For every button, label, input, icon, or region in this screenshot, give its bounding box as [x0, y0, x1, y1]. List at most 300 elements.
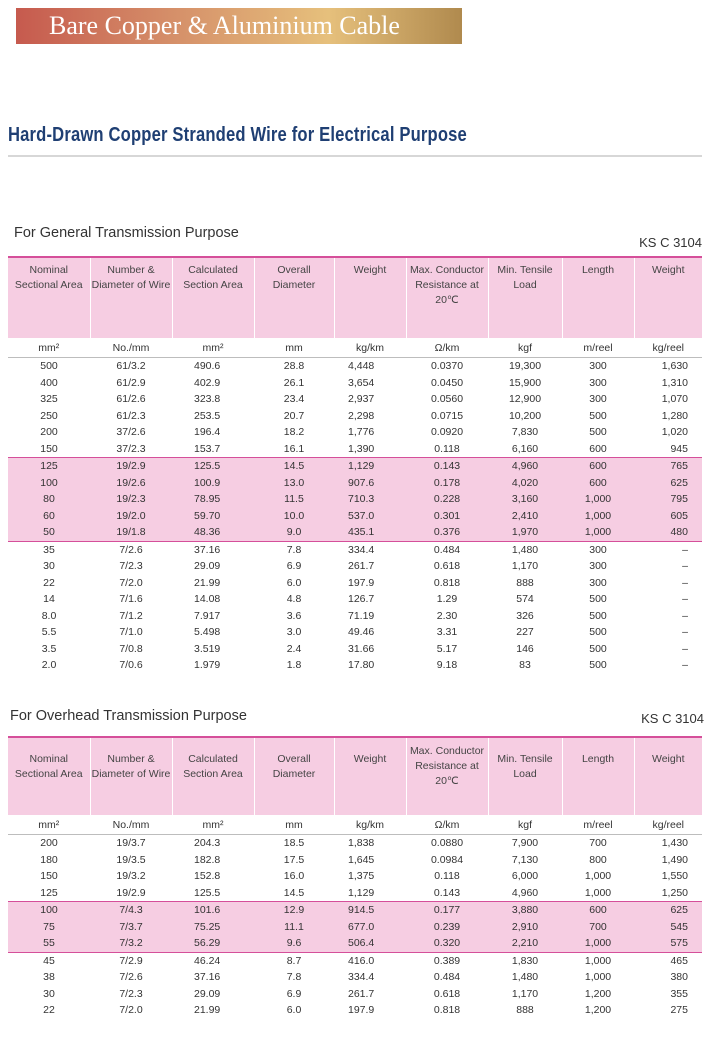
table-cell: 60	[8, 508, 90, 525]
table-cell: 480	[634, 524, 702, 541]
header-number-wire: Number & Diameter of Wire	[90, 257, 172, 338]
table-cell: 600	[562, 458, 634, 475]
table-cell: 3,160	[488, 491, 562, 508]
table-cell: 3,880	[488, 902, 562, 919]
table-cell: 83	[519, 659, 531, 671]
header-resistance: Max. Conductor Resistance at 20℃	[406, 737, 488, 815]
table-cell: 0.389	[433, 954, 461, 967]
unit-cell: mm²	[8, 815, 90, 835]
table-cell: 0.818	[433, 576, 461, 589]
overhead-standard: KS C 3104	[641, 711, 704, 726]
table-cell: 500	[589, 659, 607, 671]
table-cell: 204.3	[194, 837, 221, 849]
table-cell: 11.1	[254, 919, 334, 936]
table-cell: 6,000	[511, 870, 539, 882]
table-cell: 1,375	[348, 870, 375, 882]
table-cell: 14.5	[283, 886, 305, 899]
table-cell: 1,310	[661, 376, 688, 389]
header-sectional-area: Nominal Sectional Area	[8, 257, 90, 338]
table-cell: 1,430	[661, 837, 688, 849]
table-cell: 1,000	[584, 971, 612, 983]
table-cell: –	[682, 609, 688, 622]
table-cell: 1,000	[584, 886, 612, 899]
unit-cell: Ω/km	[406, 338, 488, 358]
table-cell: 1,838	[348, 837, 375, 849]
table-cell: 4,960	[488, 458, 562, 475]
unit-cell: kg/km	[334, 338, 406, 358]
table-cell: 7/2.9	[119, 954, 143, 967]
table-cell: 0.320	[406, 935, 488, 952]
table-cell: 75	[8, 919, 90, 936]
table-cell: 7/2.6	[119, 971, 143, 983]
general-table-body	[8, 358, 702, 674]
table-cell: 9.6	[254, 935, 334, 952]
table-cell: 2.30	[436, 609, 458, 622]
table-cell: 11.5	[254, 491, 334, 508]
table-row	[8, 986, 702, 1003]
table-cell: –	[682, 626, 688, 638]
table-cell: 700	[562, 919, 634, 936]
table-cell: 1,170	[511, 560, 539, 572]
table-cell: 0.484	[433, 971, 461, 983]
table-cell: 0.143	[433, 886, 461, 899]
table-row	[8, 558, 702, 575]
table-cell: 1,200	[584, 1004, 612, 1016]
table-cell: 3.0	[286, 626, 302, 638]
table-cell: 261.7	[348, 987, 375, 1000]
table-cell: 625	[634, 902, 702, 919]
table-cell: –	[682, 642, 688, 655]
table-cell: 7,830	[511, 426, 539, 438]
table-cell: 250	[40, 409, 58, 422]
table-cell: 150	[40, 442, 58, 455]
table-cell: 7/2.0	[119, 576, 143, 589]
table-cell: 253.5	[194, 409, 221, 422]
table-cell: 7/3.2	[90, 935, 172, 952]
table-cell: –	[682, 659, 688, 671]
table-cell: 1,480	[511, 543, 539, 556]
table-cell: 6.9	[286, 987, 302, 1000]
table-row	[8, 952, 702, 969]
table-cell: 12,900	[508, 393, 542, 405]
table-cell: 2.4	[286, 642, 302, 655]
table-cell: 500	[589, 426, 607, 438]
table-cell: 80	[8, 491, 90, 508]
general-standard: KS C 3104	[639, 235, 702, 250]
header-length: Length	[562, 257, 634, 338]
table-cell: 4,448	[348, 360, 375, 372]
table-cell: 1,000	[562, 524, 634, 541]
table-cell: 2,410	[488, 508, 562, 525]
header-length: Length	[562, 737, 634, 815]
table-cell: 37/2.3	[116, 442, 146, 455]
table-cell: 9.18	[436, 659, 458, 671]
table-cell: 1,250	[661, 886, 688, 899]
unit-cell: kg/reel	[634, 815, 702, 835]
table-cell: 1.29	[436, 593, 458, 605]
table-row	[8, 1002, 702, 1019]
table-cell: –	[682, 560, 688, 572]
table-cell: 28.8	[283, 360, 305, 372]
table-cell: 19/2.9	[90, 458, 172, 475]
table-cell: 1,390	[348, 442, 375, 455]
header-calc-area: Calculated Section Area	[172, 737, 254, 815]
table-cell: 888	[516, 576, 534, 589]
table-cell: 3,654	[348, 376, 375, 389]
table-cell: 677.0	[334, 919, 406, 936]
header-number-wire: Number & Diameter of Wire	[90, 737, 172, 815]
table-cell: 61/3.2	[116, 360, 146, 372]
table-cell: 1,630	[661, 360, 688, 372]
table-cell: 1,129	[334, 458, 406, 475]
table-row	[8, 358, 702, 375]
table-cell: 2,910	[488, 919, 562, 936]
table-row	[8, 508, 702, 525]
table-cell: 1,970	[488, 524, 562, 541]
table-cell: 0.228	[406, 491, 488, 508]
table-cell: 12.9	[254, 902, 334, 919]
table-cell: 6.0	[286, 1004, 302, 1016]
unit-cell: No./mm	[90, 815, 172, 835]
table-cell: 30	[43, 987, 55, 1000]
table-cell: 300	[589, 393, 607, 405]
table-cell: 7,130	[511, 853, 539, 866]
table-cell: 1,200	[584, 987, 612, 1000]
table-row	[8, 575, 702, 592]
table-cell: 261.7	[348, 560, 375, 572]
table-cell: 61/2.6	[116, 393, 146, 405]
table-cell: 19/1.8	[90, 524, 172, 541]
table-cell: 500	[40, 360, 58, 372]
table-cell: 56.29	[172, 935, 254, 952]
table-cell: 38	[43, 971, 55, 983]
table-cell: 355	[670, 987, 688, 1000]
table-cell: 0.0560	[430, 393, 464, 405]
table-cell: 907.6	[334, 475, 406, 492]
table-cell: 49.46	[348, 626, 375, 638]
table-cell: 1,645	[348, 853, 375, 866]
table-cell: 7.917	[194, 609, 221, 622]
table-cell: 7/2.6	[119, 543, 143, 556]
table-cell: 4,020	[488, 475, 562, 492]
unit-cell: Ω/km	[406, 815, 488, 835]
table-cell: 416.0	[348, 954, 375, 967]
table-cell: 8.0	[41, 609, 57, 622]
table-cell: 29.09	[194, 987, 221, 1000]
header-overall-diameter: Overall Diameter	[254, 257, 334, 338]
table-cell: 59.70	[172, 508, 254, 525]
table-cell: 300	[589, 576, 607, 589]
table-cell: 605	[634, 508, 702, 525]
overhead-table-body	[8, 835, 702, 1019]
table-cell: 152.8	[194, 870, 221, 882]
header-sectional-area: Nominal Sectional Area	[8, 737, 90, 815]
table-row	[8, 475, 702, 492]
table-cell: 7/2.0	[119, 1004, 143, 1016]
table-cell: 1,000	[584, 870, 612, 882]
table-cell: 5.17	[436, 642, 458, 655]
table-cell: 7/3.7	[90, 919, 172, 936]
table-row	[8, 375, 702, 392]
table-cell: 50	[8, 524, 90, 541]
table-cell: 78.95	[172, 491, 254, 508]
overhead-section-title: For Overhead Transmission Purpose	[10, 708, 247, 724]
table-cell: 31.66	[348, 642, 375, 655]
table-cell: 1,000	[562, 491, 634, 508]
table-cell: 75.25	[172, 919, 254, 936]
table-cell: 10,200	[508, 409, 542, 422]
table-cell: 1,129	[348, 886, 375, 899]
table-cell: 19/3.5	[116, 853, 146, 866]
table-cell: 0.484	[433, 543, 461, 556]
table-cell: 7.8	[286, 971, 302, 983]
table-cell: 125.5	[194, 886, 221, 899]
table-cell: 71.19	[348, 609, 375, 622]
table-cell: 1,170	[511, 987, 539, 1000]
table-cell: 545	[634, 919, 702, 936]
table-row	[8, 524, 702, 541]
table-cell: 1,550	[661, 870, 688, 882]
unit-cell: kgf	[488, 815, 562, 835]
title-divider	[8, 155, 702, 157]
table-row	[8, 868, 702, 885]
table-cell: 2.0	[41, 659, 57, 671]
table-cell: 15,900	[508, 376, 542, 389]
table-cell: 197.9	[348, 1004, 375, 1016]
table-cell: 17.80	[348, 659, 375, 671]
table-cell: 37.16	[194, 543, 221, 556]
table-cell: 17.5	[283, 853, 305, 866]
table-cell: 700	[589, 837, 607, 849]
table-cell: 625	[634, 475, 702, 492]
table-cell: 465	[670, 954, 688, 967]
table-row	[8, 641, 702, 658]
table-cell: 150	[40, 870, 58, 882]
table-cell: 61/2.3	[116, 409, 146, 422]
table-cell: 1,000	[584, 954, 612, 967]
table-cell: 1.8	[286, 659, 302, 671]
table-cell: 61/2.9	[116, 376, 146, 389]
table-cell: 7.8	[286, 543, 302, 556]
table-cell: 6.0	[286, 576, 302, 589]
table-cell: 300	[589, 376, 607, 389]
table-cell: 0.178	[406, 475, 488, 492]
table-cell: 800	[589, 853, 607, 866]
table-cell: 13.0	[254, 475, 334, 492]
table-cell: 3.5	[41, 642, 57, 655]
table-cell: 7/0.6	[119, 659, 143, 671]
table-row	[8, 491, 702, 508]
header-reel-weight: Weight	[634, 257, 702, 338]
table-cell: 7/0.8	[119, 642, 143, 655]
table-cell: 125.5	[172, 458, 254, 475]
table-row	[8, 969, 702, 986]
table-row	[8, 608, 702, 625]
table-cell: 0.301	[406, 508, 488, 525]
table-cell: 1,776	[348, 426, 375, 438]
table-cell: 0.0984	[430, 853, 464, 866]
table-row	[8, 441, 702, 458]
table-cell: 400	[40, 376, 58, 389]
unit-cell: mm²	[172, 815, 254, 835]
table-cell: 30	[43, 560, 55, 572]
table-cell: –	[682, 576, 688, 589]
table-cell: 7/1.6	[119, 593, 143, 605]
table-cell: 1,020	[661, 426, 688, 438]
table-cell: 490.6	[194, 360, 221, 372]
table-cell: 402.9	[194, 376, 221, 389]
table-cell: 500	[589, 409, 607, 422]
table-row	[8, 852, 702, 869]
table-cell: 37.16	[194, 971, 221, 983]
table-row	[8, 458, 702, 475]
table-cell: 20.7	[283, 409, 305, 422]
header-reel-weight: Weight	[634, 737, 702, 815]
table-cell: 380	[670, 971, 688, 983]
table-cell: 100	[8, 902, 90, 919]
table-cell: 21.99	[194, 1004, 221, 1016]
table-cell: 326	[516, 609, 534, 622]
table-cell: 300	[589, 360, 607, 372]
table-cell: 125	[40, 886, 58, 899]
table-cell: 7/2.3	[119, 560, 143, 572]
table-cell: 0.618	[433, 560, 461, 572]
table-cell: 600	[589, 442, 607, 455]
table-cell: 0.118	[434, 442, 460, 455]
unit-cell: No./mm	[90, 338, 172, 358]
table-cell: 500	[589, 642, 607, 655]
table-cell: 153.7	[194, 442, 221, 455]
table-cell: 3.519	[194, 642, 221, 655]
table-cell: 10.0	[254, 508, 334, 525]
table-cell: 48.36	[172, 524, 254, 541]
table-cell: 21.99	[194, 576, 221, 589]
table-cell: 19/2.3	[90, 491, 172, 508]
table-row	[8, 657, 702, 674]
table-cell: 0.818	[433, 1004, 461, 1016]
table-cell: 22	[43, 1004, 55, 1016]
header-calc-area: Calculated Section Area	[172, 257, 254, 338]
table-cell: 180	[40, 853, 58, 866]
table-cell: 275	[670, 1004, 688, 1016]
table-cell: 7/1.2	[119, 609, 143, 622]
table-cell: 6.9	[286, 560, 302, 572]
table-cell: 101.6	[172, 902, 254, 919]
table-cell: 16.1	[283, 442, 305, 455]
table-cell: 19/2.6	[90, 475, 172, 492]
header-weight: Weight	[334, 737, 406, 815]
table-cell: 600	[562, 475, 634, 492]
table-cell: 0.177	[406, 902, 488, 919]
table-cell: 182.8	[194, 853, 221, 866]
table-cell: 0.143	[406, 458, 488, 475]
table-cell: 197.9	[348, 576, 375, 589]
unit-cell: kgf	[488, 338, 562, 358]
table-cell: 200	[40, 426, 58, 438]
table-cell: 1,070	[661, 393, 688, 405]
header-overall-diameter: Overall Diameter	[254, 737, 334, 815]
header-tensile: Min. Tensile Load	[488, 257, 562, 338]
table-cell: 300	[589, 560, 607, 572]
header-weight: Weight	[334, 257, 406, 338]
table-cell: 26.1	[283, 376, 305, 389]
table-cell: 125	[8, 458, 90, 475]
unit-cell: mm	[254, 338, 334, 358]
table-cell: 710.3	[334, 491, 406, 508]
overhead-spec-table	[8, 736, 702, 1019]
table-cell: 1,830	[511, 954, 539, 967]
table-row	[8, 424, 702, 441]
table-cell: 500	[589, 609, 607, 622]
table-cell: 500	[589, 593, 607, 605]
table-cell: –	[682, 593, 688, 605]
header-resistance: Max. Conductor Resistance at 20℃	[406, 257, 488, 338]
table-cell: 1,000	[562, 508, 634, 525]
table-cell: 0.0880	[430, 837, 464, 849]
table-cell: 0.0920	[430, 426, 464, 438]
general-spec-table	[8, 256, 702, 674]
table-row	[8, 902, 702, 919]
table-cell: 300	[589, 543, 607, 556]
header-tensile: Min. Tensile Load	[488, 737, 562, 815]
banner	[16, 8, 462, 44]
table-cell: 574	[516, 593, 534, 605]
table-cell: 16.0	[283, 870, 305, 882]
table-row	[8, 541, 702, 558]
table-cell: 2,937	[348, 393, 375, 405]
table-cell: 3.6	[286, 609, 302, 622]
table-cell: 2,210	[488, 935, 562, 952]
table-cell: 8.7	[286, 954, 302, 967]
table-cell: 4.8	[286, 593, 302, 605]
table-cell: 196.4	[194, 426, 221, 438]
table-cell: 0.118	[434, 870, 460, 882]
table-cell: 0.0715	[430, 409, 464, 422]
table-cell: 55	[8, 935, 90, 952]
table-cell: 500	[589, 626, 607, 638]
table-cell: 22	[43, 576, 55, 589]
table-cell: 18.5	[283, 837, 305, 849]
table-cell: 888	[516, 1004, 534, 1016]
table-cell: 5.5	[41, 626, 57, 638]
table-row	[8, 391, 702, 408]
table-cell: 2,298	[348, 409, 375, 422]
general-section-title: For General Transmission Purpose	[14, 225, 239, 241]
table-cell: 0.239	[406, 919, 488, 936]
unit-cell: mm²	[8, 338, 90, 358]
table-cell: 7,900	[511, 837, 539, 849]
table-cell: 23.4	[283, 393, 305, 405]
table-row	[8, 935, 702, 952]
table-cell: 1,490	[661, 853, 688, 866]
table-cell: 795	[634, 491, 702, 508]
table-cell: 9.0	[254, 524, 334, 541]
table-cell: 1,280	[661, 409, 688, 422]
table-cell: 100	[8, 475, 90, 492]
table-cell: 14.5	[254, 458, 334, 475]
banner-title: Bare Copper & Aluminium Cable	[49, 11, 400, 40]
table-cell: 0.376	[406, 524, 488, 541]
unit-cell: m/reel	[562, 338, 634, 358]
table-row	[8, 885, 702, 902]
table-cell: 7/1.0	[119, 626, 143, 638]
table-cell: 14	[43, 593, 55, 605]
table-row	[8, 591, 702, 608]
table-row	[8, 919, 702, 936]
table-cell: 600	[562, 902, 634, 919]
table-cell: 19/2.0	[90, 508, 172, 525]
table-row	[8, 408, 702, 425]
